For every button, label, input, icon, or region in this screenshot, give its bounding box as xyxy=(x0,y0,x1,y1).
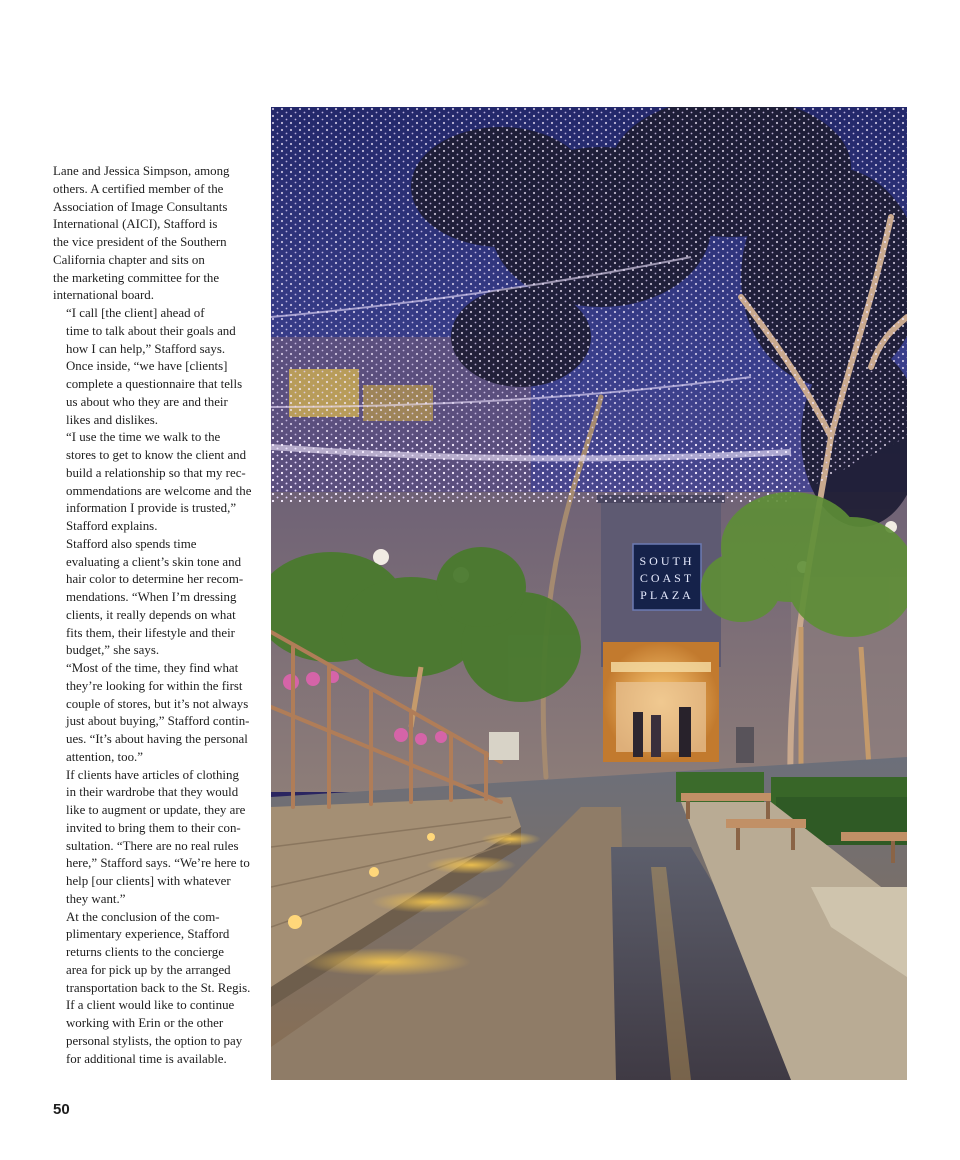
sign-line-2: COAST xyxy=(639,571,695,585)
sign-line-1: SOUTH xyxy=(639,554,695,568)
text-line: evaluating a client’s skin tone and xyxy=(66,554,242,569)
text-line: they’re looking for within the first xyxy=(66,678,243,693)
text-line: International (AICI), Stafford is xyxy=(53,217,218,232)
sign-line-3: PLAZA xyxy=(640,588,694,602)
south-coast-plaza-sign xyxy=(633,544,701,610)
text-line: Once inside, “we have [clients] xyxy=(66,359,228,374)
text-line: couple of stores, but it’s not always xyxy=(66,696,249,711)
text-line: for additional time is available. xyxy=(66,1051,227,1066)
text-line: clients, it really depends on what xyxy=(66,607,236,622)
text-line: the marketing committee for the xyxy=(53,270,220,285)
article-paragraph xyxy=(53,767,259,909)
text-line: personal stylists, the option to pay xyxy=(66,1033,243,1048)
text-line: stores to get to know the client and xyxy=(66,448,247,462)
text-line: transportation back to the St. Regis. xyxy=(66,980,251,995)
text-line: sultation. “There are no real rules xyxy=(66,838,239,853)
text-line: working with Erin or the other xyxy=(66,1016,224,1030)
plaza-photo xyxy=(271,107,907,1080)
text-line: “I call [the client] ahead of xyxy=(66,306,205,320)
text-line: mendations. “When I’m dressing xyxy=(66,590,237,604)
text-line: plimentary experience, Stafford xyxy=(66,927,230,942)
text-line: If clients have articles of clothing xyxy=(66,767,239,782)
text-line: “Most of the time, they find what xyxy=(66,661,239,675)
text-line: others. A certified member of the xyxy=(53,181,224,196)
text-line: Association of Image Consultants xyxy=(53,199,228,214)
text-line: they want.” xyxy=(66,891,126,906)
text-line: Stafford also spends time xyxy=(66,536,197,551)
text-line: Stafford explains. xyxy=(66,519,158,533)
text-line: just about buying,” Stafford contin- xyxy=(66,714,250,729)
article-paragraph xyxy=(53,163,259,305)
text-line: ues. “It’s about having the personal xyxy=(66,732,248,746)
text-line: likes and dislikes. xyxy=(66,412,159,427)
text-line: invited to bring them to their con- xyxy=(66,820,241,835)
article-paragraph xyxy=(53,536,259,660)
text-line: in their wardrobe that they would xyxy=(66,785,239,800)
text-line: time to talk about their goals and xyxy=(66,323,236,338)
text-line: here,” Stafford says. “We’re here to xyxy=(66,856,250,871)
text-line: budget,” she says. xyxy=(66,643,160,658)
text-line: information I provide is trusted,” xyxy=(66,501,237,516)
text-line: fits them, their lifestyle and their xyxy=(66,625,235,640)
text-line: Lane and Jessica Simpson, among xyxy=(53,164,230,178)
text-line: help [our clients] with whatever xyxy=(66,874,231,888)
article-paragraph xyxy=(53,660,259,767)
text-line: build a relationship so that my rec- xyxy=(66,465,246,480)
article-paragraph xyxy=(53,305,259,429)
text-line: area for pick up by the arranged xyxy=(66,962,231,977)
text-line: the vice president of the Southern xyxy=(53,235,227,249)
text-line: “I use the time we walk to the xyxy=(66,430,221,445)
text-line: If a client would like to continue xyxy=(66,998,235,1013)
text-line: us about who they are and their xyxy=(66,394,228,409)
text-line: like to augment or update, they are xyxy=(66,803,246,817)
text-line: At the conclusion of the com- xyxy=(66,909,220,924)
text-line: international board. xyxy=(53,288,154,303)
text-line: ommendations are welcome and the xyxy=(66,483,252,498)
text-line: hair color to determine her recom- xyxy=(66,572,244,587)
text-line: returns clients to the concierge xyxy=(66,945,224,959)
text-line: complete a questionnaire that tells xyxy=(66,377,243,391)
text-line: attention, too.” xyxy=(66,749,143,764)
page-number: 50 xyxy=(53,1101,70,1118)
article-paragraph xyxy=(53,909,259,1069)
article-column xyxy=(53,163,259,1068)
article-paragraph xyxy=(53,429,259,536)
text-line: California chapter and sits on xyxy=(53,252,205,267)
text-line: how I can help,” Stafford says. xyxy=(66,341,226,356)
